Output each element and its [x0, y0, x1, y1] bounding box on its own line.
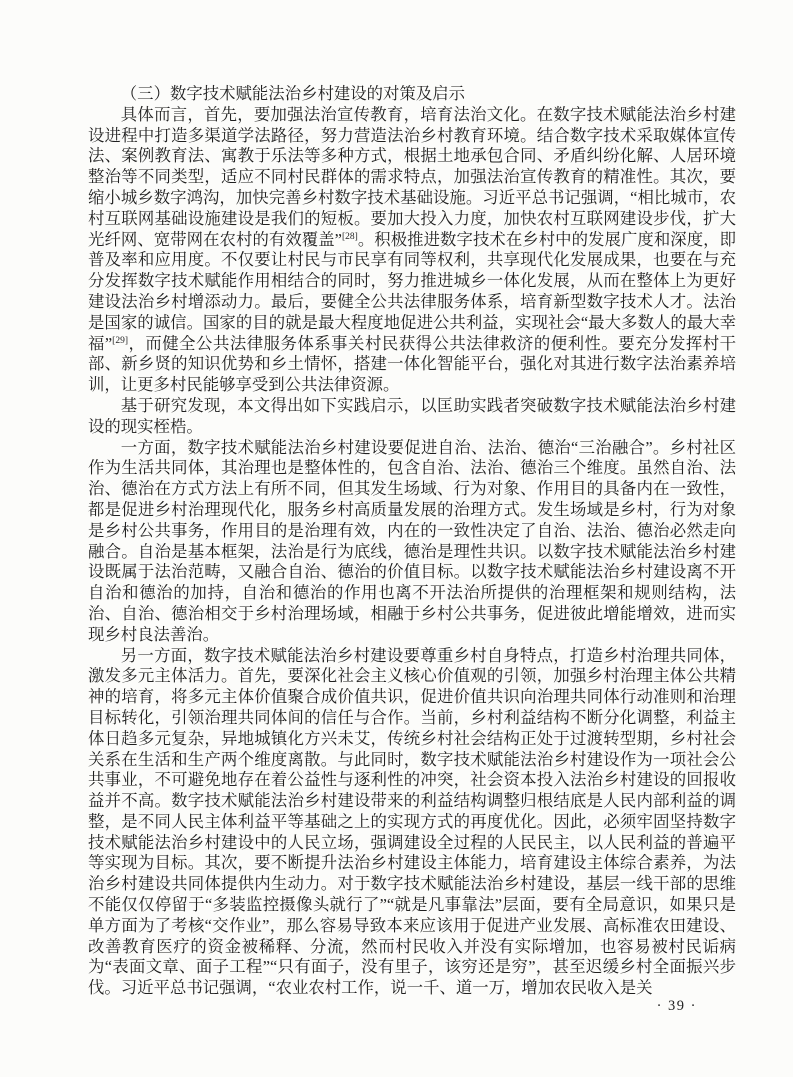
paragraph-4: 另一方面，数字技术赋能法治乡村建设要尊重乡村自身特点，打造乡村治理共同体，激发多元主体活力。首先，要深化社会主义核心价值观的引领，加强乡村治理主体公共精神的培育，将多元主体价值聚合成价值共识，促进价值共识向治理共同体行动准则和治理目标转化，引领治理共同体间的信任与合作。当前，乡村利益结构不断分化调整，利益主体日趋多元复杂，异地城镇化方兴未艾，传统乡村社会结构正处于过渡转型期，乡村社会关系在生活和生产两个维度离散。与此同时，数字技术赋能法治乡村建设作为一项社会公共事业，不可避免地存在着公益性与逐利性的冲突，社会资本投入法治乡村建设的回报收益并不高。数字技术赋能法治乡村建设带来的利益结构调整归根结底是人民内部利益的调整，是不同人民主体利益平等基础之上的实现方式的再度优化。因此，必须牢固坚持数字技术赋能法治乡村建设中的人民立场，强调建设全过程的人民民主，以人民利益的普遍平等实现为目标。其次，要不断提升法治乡村建设主体能力，培育建设主体综合素养，为法治乡村建设共同体提供内生动力。对于数字技术赋能法治乡村建设，基层一线干部的思维不能仅仅停留于“多装监控摄像头就行了”“就是凡事靠法”层面，要有全局意识，如果只是单方面为了考核“交作业”，那么容易导致本来应该用于促进产业发展、高标准农田建设、改善教育医疗的资金被稀释、分流，然而村民收入并没有实际增加，也容易被村民诟病为“表面文章、面子工程”“只有面子，没有里子，该穷还是穷”，甚至迟缓乡村全面振兴步伐。习近平总书记强调，“农业农村工作，说一千、道一万，增加农民收入是关 [88, 645, 736, 998]
page-number: · 39 · [656, 998, 697, 1014]
paragraph-1 [88, 105, 736, 396]
section-heading: （三）数字技术赋能法治乡村建设的对策及启示 [120, 84, 465, 103]
citation-ref-29: [29] [112, 335, 128, 346]
paragraph-1-text-a: 具体而言，首先，要加强法治宣传教育，培育法治文化。在数字技术赋能法治乡村建设进程中打造多渠道学法路径，努力营造法治乡村教育环境。结合数字技术采取媒体宣传法、案例教育法、寓教于乐法等多种方式，根据土地承包合同、矛盾纠纷化解、人居环境整治等不同类型，适应不同村民群体的需求特点，加强法治宣传教育的精准性。其次，要缩小城乡数字鸿沟，加快完善乡村数字技术基础设施。习近平总书记强调，“相比城市，农村互联网基础设施建设是我们的短板。要加大投入力度，加快农村互联网建设步伐，扩大光纤网、宽带网在农村的有效覆盖” [88, 104, 736, 249]
paragraph-1-text-b: 。积极推进数字技术在乡村中的发展广度和深度，即普及率和应用度。不仅要让村民与市民享有同等权利，共享现代化发展成果，也要在与充分发挥数字技术赋能作用相结合的同时，努力推进城乡一体化发展，从而在整体上为更好建设法治乡村增添动力。最后，要健全公共法律服务体系，培育新型数字技术人才。法治是国家的诚信。国家的目的就是最大程度地促进公共利益，实现社会“最大多数人的最大幸福” [88, 229, 737, 353]
text-column [88, 84, 736, 999]
paragraph-1-text-c: ，而健全公共法律服务体系事关村民获得公共法律救济的便利性。要充分发挥村干部、新乡贤的知识优势和乡土情怀，搭建一体化智能平台，强化对其进行数字法治素养培训，让更多村民能够享受到公共法律资源。 [88, 333, 736, 395]
citation-ref-28: [28] [341, 231, 358, 242]
paragraph-3: 一方面，数字技术赋能法治乡村建设要促进自治、法治、德治“三治融合”。乡村社区作为生活共同体，其治理也是整体性的，包含自治、法治、德治三个维度。虽然自治、法治、德治在方式方法上有所不同，但其发生场域、行为对象、作用目的具备内在一致性，都是促进乡村治理现代化，服务乡村高质量发展的治理方式。发生场域是乡村，行为对象是乡村公共事务，作用目的是治理有效，内在的一致性决定了自治、法治、德治必然走向融合。自治是基本框架，法治是行为底线，德治是理性共识。以数字技术赋能法治乡村建设既属于法治范畴，又融合自治、德治的价值目标。以数字技术赋能法治乡村建设离不开自治和德治的加持，自治和德治的作用也离不开法治所提供的治理框架和规则结构，法治、自治、德治相交于乡村治理场域，相融于乡村公共事务，促进彼此增能增效，进而实现乡村良法善治。 [88, 437, 736, 644]
paragraph-2: 基于研究发现，本文得出如下实践启示，以匡助实践者突破数字技术赋能法治乡村建设的现实桎梏。 [88, 395, 736, 436]
